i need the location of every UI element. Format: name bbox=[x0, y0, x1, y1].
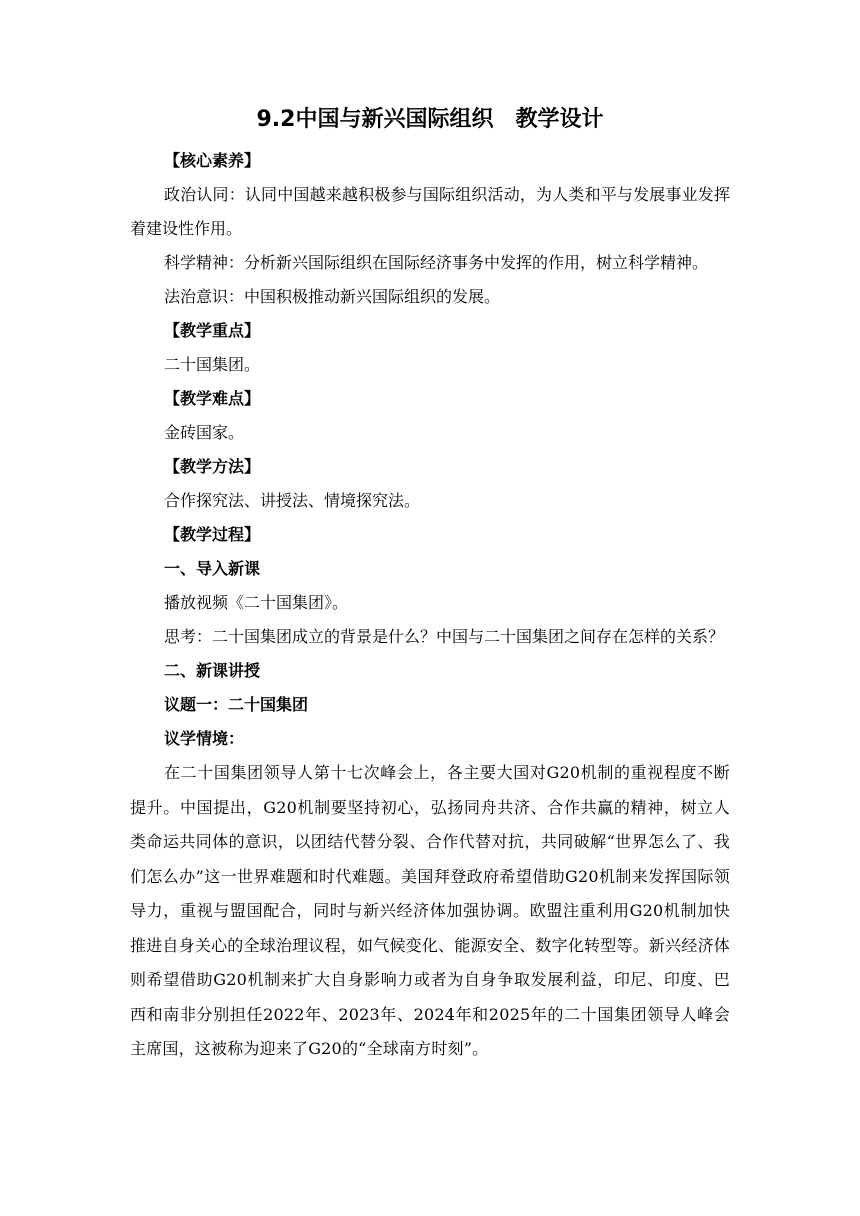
part1-heading: 一、导入新课 bbox=[164, 559, 261, 578]
process-heading: 【教学过程】 bbox=[164, 525, 261, 544]
core-literacy-law: 法治意识：中国积极推动新兴国际组织的发展。 bbox=[164, 287, 501, 306]
topic-heading: 议题一：二十国集团 bbox=[164, 695, 309, 714]
scenario-text: 在二十国集团领导人第十七次峰会上，各主要大国对G20机制的重视程度不断提升。中国提出，G20机制要坚持初心，弘扬同舟共济、合作共赢的精神，树立人类命运共同体的意识，以团结代替分裂、合作代替对抗，共同破解“世界怎么了、我们怎么办”这一世界难题和时代难题。美国拜登政府希望借助G20机制来发挥国际领导力，重视与盟国配合，同时与新兴经济体加强协调。欧盟注重利用G20机制加快推进自身关心的全球治理议程，如气候变化、能源安全、数字化转型等。新兴经济体则希望借助G20机制来扩大自身影响力或者为自身争取发展利益，印尼、印度、巴西和南非分别担任2022年、2023年、2024年和2025年的二十国集团领导人峰会主席国，这被称为迎来了G20的“全球南方时刻”。 bbox=[130, 763, 730, 1058]
core-literacy-heading: 【核心素养】 bbox=[164, 151, 261, 170]
methods-heading: 【教学方法】 bbox=[164, 457, 261, 476]
part2-heading: 二、新课讲授 bbox=[164, 661, 261, 680]
part1-think: 思考：二十国集团成立的背景是什么？中国与二十国集团之间存在怎样的关系？ bbox=[164, 627, 725, 646]
scenario-label: 议学情境： bbox=[164, 729, 245, 748]
difficult-point-heading: 【教学难点】 bbox=[164, 389, 261, 408]
key-point-text: 二十国集团。 bbox=[164, 355, 261, 374]
document-body bbox=[130, 144, 730, 1067]
core-literacy-science: 科学精神：分析新兴国际组织在国际经济事务中发挥的作用，树立科学精神。 bbox=[164, 253, 709, 272]
difficult-point-text: 金砖国家。 bbox=[164, 423, 245, 442]
key-point-heading: 【教学重点】 bbox=[164, 321, 261, 340]
core-literacy-political: 政治认同：认同中国越来越积极参与国际组织活动，为人类和平与发展事业发挥着建设性作用。 bbox=[130, 185, 730, 238]
part1-video: 播放视频《二十国集团》。 bbox=[164, 593, 349, 612]
methods-text: 合作探究法、讲授法、情境探究法。 bbox=[164, 491, 421, 510]
document-title: 9.2中国与新兴国际组织 教学设计 bbox=[256, 107, 604, 132]
